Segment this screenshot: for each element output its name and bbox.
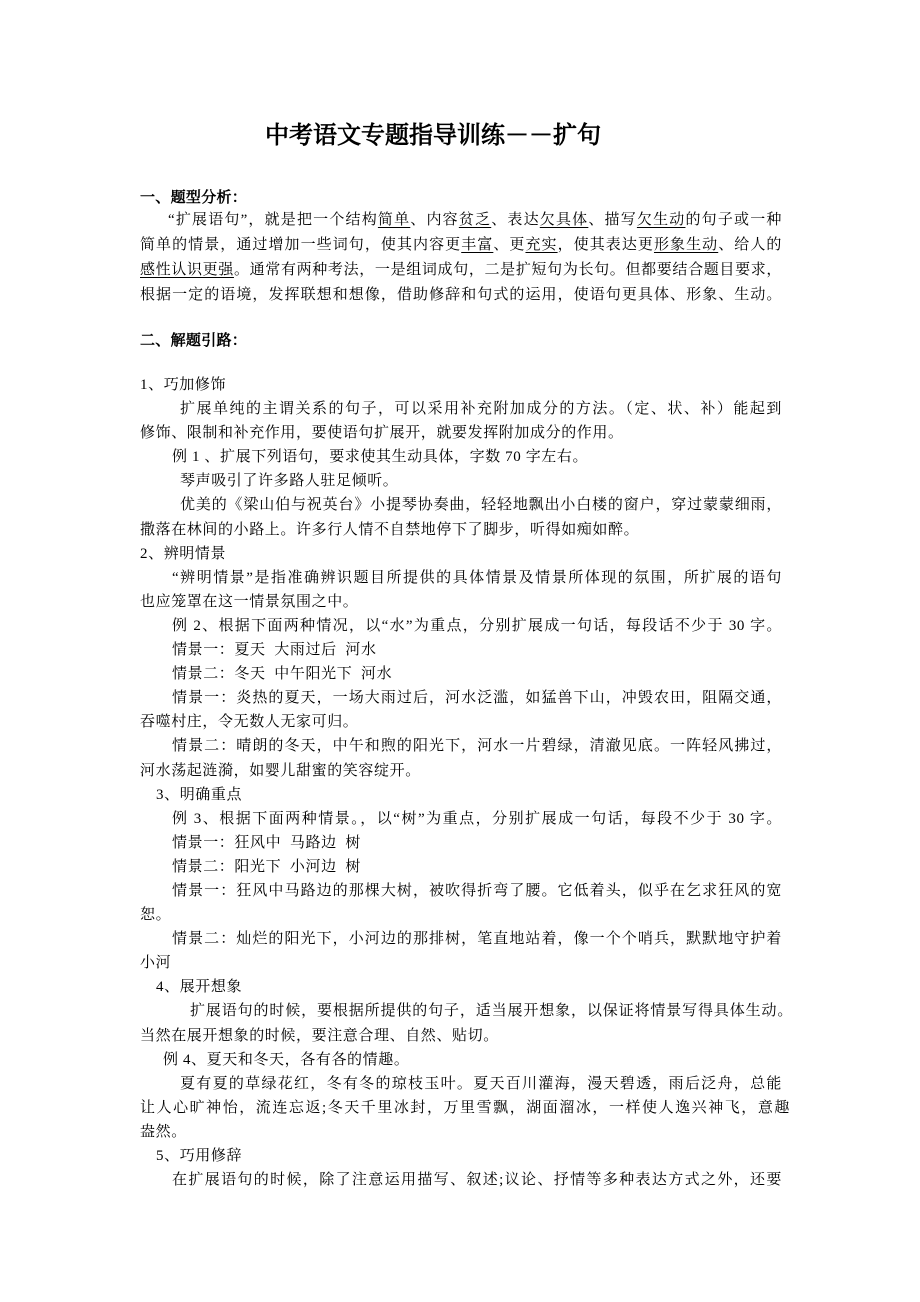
sample-answer-line: 情景二：灿烂的阳光下，小河边的那排树，笔直地站着，像一个个哨兵，默默地守护着 [172,931,782,948]
sample-answer-line: 小河 [140,955,172,972]
page-title: 中考语文专题指导训练－－扩句 [265,121,601,149]
intro-paragraph-line [140,233,782,258]
section-heading: 一、题型分析： [140,188,248,206]
sample-answer-line: 夏有夏的草绿花红，冬有冬的琼枝玉叶。夏天百川灌海，漫天碧透，雨后泛舟，总能 [180,1075,782,1092]
intro-paragraph-line [140,283,782,308]
text-segment: 根据一定的语境，发挥联想和想像，借助修辞和句式的运用，使语句更具体、形象、生动。 [140,287,782,303]
example-source-sentence: 琴声吸引了许多路人驻足倾听。 [180,473,399,490]
text-segment: “扩展语句”，就是把一个结构 [168,212,378,228]
explanation-line: 扩展语句的时候，要根据所提供的句子，适当展开想象，以保证将情景写得具体生动。 [190,1003,793,1020]
text-segment: 简单的情景，通过增加一些词句，使其内容更 [140,237,462,253]
sample-answer-line: 恕。 [140,907,172,924]
subsection-1 [140,373,782,542]
underlined-term: 丰富 [461,237,494,253]
scenario-prompt: 情景一：狂风中 马路边 树 [172,834,362,851]
explanation-line: 扩展单纯的主谓关系的句子，可以采用补充附加成分的方法。（定、状、补）能起到 [180,401,782,418]
text-segment: ，使其表达更 [557,237,654,253]
section-solution-guide-body [140,373,793,1192]
section-solution-guide-heading [140,328,782,352]
sample-answer-line: 撒落在林间的小路上。许多行人情不自禁地停下了脚步，听得如痴如醉。 [140,521,640,538]
example-prompt: 例 3、根据下面两种情景。，以“树”为重点，分别扩展成一句话，每段不少于 30 字。 [172,810,782,827]
text-segment: 、内容 [410,212,459,228]
subsection-4 [140,975,793,1144]
text-segment: 、给人的 [718,237,783,253]
sample-answer-line: 情景一：炎热的夏天，一场大雨过后，河水泛滥，如猛兽下山，冲毁农田，阻隔交通， [172,690,782,707]
underlined-term: 简单 [377,212,411,228]
sample-answer-line: 情景一：狂风中马路边的那棵大树，被吹得折弯了腰。它低着头，似乎在乞求狂风的宽 [172,882,782,899]
text-segment: 的句子或一种 [685,212,782,228]
subsection-3 [140,783,782,976]
intro-paragraph-line [140,258,782,283]
text-segment: 、表达 [491,212,540,228]
sample-answer-line: 优美的《梁山伯与祝英台》小提琴协奏曲，轻轻地飘出小白楼的窗户，穿过蒙蒙细雨， [180,497,782,514]
example-prompt: 例 1 、扩展下列语句，要求使其生动具体，字数 70 字左右。 [172,449,589,466]
subsection-5 [140,1144,782,1192]
scenario-prompt: 情景二：冬天 中午阳光下 河水 [172,666,393,683]
underlined-term: 贫乏 [458,212,492,228]
section-question-analysis [140,186,782,308]
subsection-title: 3、明确重点 [156,786,243,803]
text-segment: 、更 [493,237,526,253]
sample-answer-line: 吞噬村庄，令无数人无家可归。 [140,714,359,731]
example-prompt: 例 4、夏天和冬天，各有各的情趣。 [163,1051,410,1068]
subsection-2 [140,542,782,783]
explanation-line: “辨明情景”是指准确辨识题目所提供的具体情景及情景所体现的氛围，所扩展的语句 [172,569,782,586]
subsection-title: 1、巧加修饰 [140,377,227,393]
sample-answer-line: 河水荡起涟漪，如婴儿甜蜜的笑容绽开。 [140,762,421,779]
underlined-term: 充实 [525,237,558,253]
subsection-title: 4、展开想象 [156,979,243,996]
underlined-term: 欠生动 [636,212,686,228]
scenario-prompt: 情景二：阳光下 小河边 树 [172,858,362,875]
sample-answer-line: 情景二：晴朗的冬天，中午和煦的阳光下，河水一片碧绿，清澈见底。一阵轻风拂过， [172,738,782,755]
subsection-title: 5、巧用修辞 [156,1148,243,1164]
explanation-line: 在扩展语句的时候，除了注意运用描写、叙述;议论、抒情等多种表达方式之外，还要 [172,1172,782,1189]
intro-paragraph-line [140,208,782,233]
sample-answer-line: 让人心旷神怡，流连忘返;冬天千里冰封，万里雪飘，湖面溜冰，一样使人逸兴神飞，意趣 [140,1099,790,1116]
underlined-term: 感性认识更强 [140,262,234,278]
underlined-term: 形象生动 [653,237,719,253]
text-segment: 。通常有两种考法，一是组词成句，二是扩短句为长句。但都要结合题目要求， [233,262,782,278]
underlined-term: 欠具体 [539,212,589,228]
explanation-line: 当然在展开想象的时候，要注意合理、自然、贴切。 [140,1027,499,1044]
explanation-line: 修饰、限制和补充作用，要使语句扩展开，就要发挥附加成分的作用。 [140,425,624,442]
scenario-prompt: 情景一：夏天 大雨过后 河水 [172,642,377,659]
explanation-line: 也应笼罩在这一情景氛围之中。 [140,593,359,610]
text-segment: 、描写 [588,212,637,228]
example-prompt: 例 2、根据下面两种情况，以“水”为重点，分别扩展成一句话，每段话不少于 30 字。 [172,617,782,634]
sample-answer-line: 盎然。 [140,1123,187,1140]
section-heading: 二、解题引路： [140,331,248,349]
subsection-title: 2、辨明情景 [140,545,227,562]
